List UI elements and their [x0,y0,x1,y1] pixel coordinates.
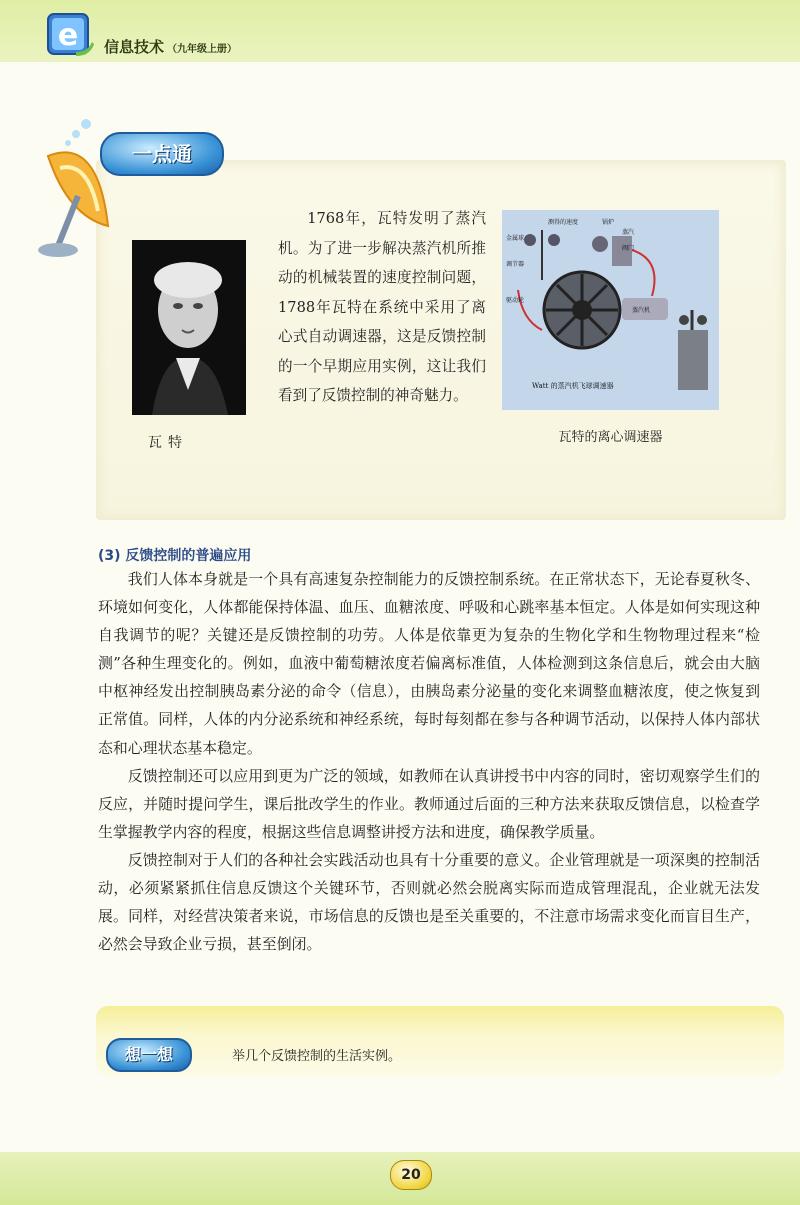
portrait-caption: 瓦特 [148,435,188,451]
governor-diagram [502,210,719,410]
paragraph-3: 反馈控制对于人们的各种社会实践活动也具有十分重要的意义。企业管理就是一项深奥的控制活动，必须紧紧抓住信息反馈这个关键环节，否则就必然会脱离实际而造成管理混乱，企业就无法发展。同样，对经营决策者来说，市场信息的反馈也是至关重要的，不注意市场需求变化而盲目生产，必然会导致企业亏损，甚至倒闭。 [98,850,760,954]
paragraph-2: 反馈控制还可以应用到更为广泛的领域，如教师在认真讲授书中内容的同时，密切观察学生们的反应，并随时提问学生，课后批改学生的作业。教师通过后面的三种方法来获取反馈信息，以检查学生掌握教学内容的程度，根据这些信息调整讲授方法和进度，确保教学质量。 [98,766,760,841]
body-text [98,565,760,958]
governor-caption: 瓦特的离心调速器 [558,430,663,445]
diagram-label-engine: 蒸汽机 [632,307,651,314]
think-text: 举几个反馈控制的生活实例。 [232,1049,402,1064]
diagram-label-valve: 阀门 [622,245,635,252]
diagram-label-steam: 蒸汽 [622,229,635,236]
book-subtitle: （九年级上册） [167,44,238,55]
diagram-label-ball: 金属球 [506,235,525,242]
think-badge: 想一想 [106,1038,192,1072]
diagram-label-flywheel: 驱动轮 [506,297,525,304]
watt-portrait-image [132,240,246,415]
book-title-text: 信息技术 [104,38,165,56]
info-text: 1768年，瓦特发明了蒸汽机。为了进一步解决蒸汽机所推动的机械装置的速度控制问题，1788年瓦特在系统中采用了离心式自动调速器，这是反馈控制的一个早期应用实例，这让我们看到了反馈控制的神奇魅力。 [278,210,486,404]
diagram-label-speed: 测得的速度 [548,219,579,226]
diagram-inner-caption: Watt 的蒸汽机飞球调速器 [532,382,614,390]
think-box [96,1006,784,1076]
book-title [104,36,237,57]
book-logo-icon [46,12,96,60]
svg-text:e: e [57,18,79,53]
page-number: 20 [390,1160,432,1190]
diagram-label-boiler: 锅炉 [602,219,615,226]
diagram-label-regulator: 调节器 [506,261,525,268]
tip-badge: 一点通 [100,132,224,176]
section-heading: (3) 反馈控制的普遍应用 [98,548,252,564]
paragraph-1: 我们人体本身就是一个具有高速复杂控制能力的反馈控制系统。在正常状态下，无论春夏秋冬、环境如何变化，人体都能保持体温、血压、血糖浓度、呼吸和心跳率基本恒定。人体是如何实现这种自我调节的呢？关键还是反馈控制的功劳。人体是依靠更为复杂的生物化学和生物物理过程来“检测”各种生理变化的。例如，血液中葡萄糖浓度若偏离标准值，人体检测到这条信息后，就会由大脑中枢神经发出控制胰岛素分泌的命令（信息），由胰岛素分泌量的变化来调整血糖浓度，使之恢复到正常值。同样，人体的内分泌系统和神经系统，每时每刻都在参与各种调节活动，以保持人体内部状态和心理状态基本稳定。 [98,570,760,757]
